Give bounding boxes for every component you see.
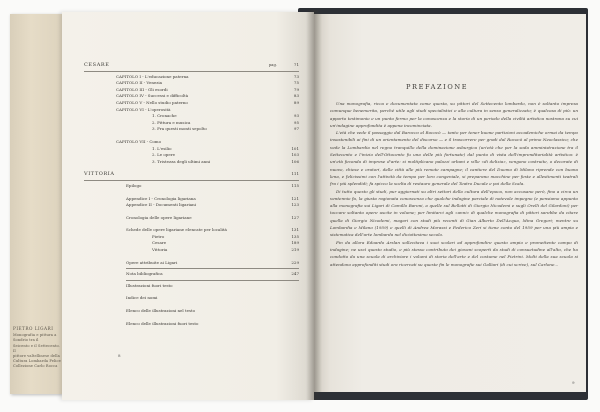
toc-entry-page: 189 <box>291 240 299 246</box>
toc-entry <box>84 152 299 159</box>
page-number-left: 8 <box>118 353 121 358</box>
toc-entry-label: Illustrazioni fuori testo <box>126 282 173 288</box>
toc-entry-page: 89 <box>293 99 299 105</box>
toc-entry <box>84 227 299 234</box>
toc-entry-label: CESARE <box>84 62 110 68</box>
toc-entry <box>84 308 299 315</box>
toc-entry-label: Epilogo <box>126 182 142 188</box>
toc-entry-page: 135 <box>291 233 299 239</box>
toc-divider <box>126 280 299 281</box>
preface-title: PREFAZIONE <box>406 83 469 91</box>
toc-entry <box>84 196 299 203</box>
toc-entry <box>84 146 299 153</box>
toc-entry <box>84 62 299 69</box>
toc-entry-label: Cesare <box>152 240 167 246</box>
cover-blurb-line: pittore valtellinese della <box>13 354 60 359</box>
table-of-contents <box>84 62 299 327</box>
toc-entry-label: 1. Cronache <box>152 113 177 119</box>
toc-page-word: pag. <box>269 63 277 67</box>
toc-entry-label: CAPITOLO VII - Como <box>116 138 161 144</box>
toc-entry-page: 71 <box>293 62 299 67</box>
toc-entry-label: Appendice II - Documenti ligariani <box>126 202 196 208</box>
toc-entry-label: CAPITOLO VI - L'operosità <box>116 106 171 112</box>
toc-entry-page: 219 <box>291 247 299 253</box>
preface-body <box>330 100 578 268</box>
toc-entry <box>84 107 299 114</box>
toc-entry-label: 3. Tristezza degli ultimi anni <box>152 158 211 164</box>
toc-entry-label: CAPITOLO III - Gli esordi <box>116 86 168 92</box>
toc-entry-page: 95 <box>293 119 299 125</box>
toc-entry-label: Nota bibliografica <box>126 271 163 277</box>
toc-entry-label: Elenco delle illustrazioni fuori testo <box>126 320 199 326</box>
toc-entry-page: 127 <box>291 214 299 220</box>
toc-entry <box>84 171 299 178</box>
toc-entry-page: 229 <box>291 259 299 265</box>
preface-paragraph: Di tutto questo gli studi, pur aggiornati su altri settori della cultura dell'epoca, non accusano però, fino a circa un ventennio fa, la giusta ragionata conoscenza che qualche indagine parziale di notevole impegno (e pensiamo appunto alla monografia sui Ligari di Camillo Baroni, a quelle sul Bellotti di Giorgio Nicodemi e sugli Orelli del Gilardoni) per toccare soltanto opere uscite in volume; per limitarci agli «anni» di qualche monografia di pittori sarebbe da citare quella di Giorgio Nicodemi, magari con studi più recenti di Gian Alberto Dell'Acqua, Mina Gregori; mentre su Lombardia e Milano (1959) e quelli di Andrea Morassi e Federico Zeri si tiene conto del 1959 per una più ampia e sistematica dell'arte lombarda nel diciottesimo secolo. <box>330 188 578 238</box>
toc-entry-page: 75 <box>293 80 299 86</box>
toc-entry-page: 247 <box>291 271 299 277</box>
toc-divider <box>84 71 299 72</box>
toc-entry-label: CAPITOLO IV - Successi e difficoltà <box>116 93 189 99</box>
toc-entry-label: CAPITOLO I - L'educazione paterna <box>116 73 189 79</box>
toc-entry <box>84 215 299 222</box>
toc-entry-page: 73 <box>293 73 299 79</box>
toc-entry-page: 93 <box>293 113 299 119</box>
toc-entry-label: Vittoria <box>152 247 168 253</box>
toc-entry-page: 123 <box>291 202 299 208</box>
book-gutter-shadow <box>306 10 322 400</box>
toc-entry-page: 131 <box>291 227 299 233</box>
cover-blurb-line: Seicento e il Settecento. Il <box>13 343 60 353</box>
toc-entry <box>84 93 299 100</box>
toc-entry <box>84 126 299 133</box>
toc-entry-page: 97 <box>293 126 299 132</box>
toc-entry <box>84 74 299 81</box>
toc-entry-label: CAPITOLO II - Venezia <box>116 80 163 86</box>
toc-entry-page: 111 <box>291 171 299 177</box>
toc-entry-label: Opere attribuite ai Ligari <box>126 259 178 265</box>
toc-entry <box>84 100 299 107</box>
toc-entry-label: Indice dei nomi <box>126 295 158 301</box>
toc-entry <box>84 321 299 328</box>
toc-entry-label: Schede delle opere ligariane elencate per località <box>126 227 227 233</box>
toc-entry-page: 83 <box>293 93 299 99</box>
cover-blurb-line: Cultura Lombarda Felice <box>13 359 61 364</box>
cover-blurb-title: PIETRO LIGARI <box>13 326 54 331</box>
toc-entry-label: Appendice I - Cronologia ligariana <box>126 195 196 201</box>
preface-paragraph: Una monografia, ricca e documentata come questa, su pittori del Settecento lombardo, non è soltanto impresa comunque benemerita, perché utile agli studi specialistici e alla cultura in senso generalizzato; è qualcosa di più: un apporto testimonio e un punto fermo per la conoscenza e la storia di un periodo della civiltà artistica nostrana su cui un'indagine approfondita è appena incominciata. <box>330 101 578 128</box>
preface-paragraph: Fin da allora Edoardo Arslan sollecitava i suoi scolari ad approfondire questo ampio e promettente campo di indagine; ne uscì questo studio, e più stesso contributo dei giovani scoperti da studi di consuetudine all'alto, che ha condotto da una scuola di archiviare i volumi di storia dell'arte e del costume nel Pietrini. Molti della sua scuola si attendono approfonditi studi ora ricercati su queste fin le monografie sui Galliari (di cui scrive), sul Carlone... <box>330 239 578 267</box>
toc-entry-page: 101 <box>291 145 299 151</box>
preface-paragraph: L'età che vede il passaggio dal Barocco al Rococò — tanto per tener buone partizioni accademiche ormai da tempo insostenibili ai fini di un orientamento del discorso — e il trascorrere per gradi dal Rococò al primo Neoclassico; che vede la Lombardia nel regno tranquillo della dominazione asburgica (un'età che per la soda amministrazione tra il Settecento e l'inizio dell'Ottocento fu una delle più fortunate) dal punto di vista dell'imprenditorialità artistica: è un'età feconda di imprese d'arte: si moltiplicano palazzi urbani e ville «di delizia», vengono costruite, o decorate di nuovo, chiese e oratori, dalle città alle più remote campagne; il cantiere del Duomo di Milano riprende con buona lena, e felicissimi con l'attività da tempo per loro congeniale, si preparano macchine per feste e allestimenti teatrali fra i più splendidi; fa spicco la scelta di restauro generale del Teatro Ducale e poi della Scala. <box>330 130 578 187</box>
toc-entry <box>84 260 299 267</box>
cover-blurb-line: Monografia e pittura a Sondrio tra il <box>13 333 57 343</box>
toc-entry <box>84 234 299 241</box>
toc-entry <box>84 120 299 127</box>
toc-divider <box>84 180 299 181</box>
left-page <box>62 12 314 400</box>
toc-entry-label: 2. Pittura e musica <box>152 119 191 125</box>
toc-entry <box>84 283 299 290</box>
toc-divider <box>126 268 299 269</box>
toc-entry <box>84 295 299 302</box>
toc-entry-page: 106 <box>291 158 299 164</box>
toc-entry-label: 2. Le opere <box>152 152 175 158</box>
toc-entry-label: CAPITOLO V - Nello studio paterno <box>116 99 188 105</box>
toc-entry <box>84 87 299 94</box>
toc-entry <box>84 183 299 190</box>
toc-entry <box>84 240 299 247</box>
toc-entry-label: Elenco delle illustrazioni nel testo <box>126 308 196 314</box>
toc-entry-label: Cronologia delle opere ligariane <box>126 214 192 220</box>
toc-entry <box>84 113 299 120</box>
toc-entry <box>84 247 299 254</box>
toc-entry-label: VITTORIA <box>84 171 115 178</box>
book-cover-flap <box>10 14 62 394</box>
toc-entry-label: 3. Fra questi monti sepolto <box>152 126 207 132</box>
toc-entry <box>84 202 299 209</box>
toc-entry-label: 1. L'esilio <box>152 145 172 151</box>
toc-entry-label: Pietro <box>152 233 165 239</box>
toc-entry <box>84 139 299 146</box>
toc-entry <box>84 80 299 87</box>
toc-entry-page: 121 <box>291 195 299 201</box>
page-number-right: 9 <box>572 380 575 385</box>
toc-entry <box>84 159 299 166</box>
toc-entry-page: 115 <box>291 182 299 188</box>
toc-entry-page: 79 <box>293 86 299 92</box>
right-page <box>314 14 586 392</box>
toc-entry-page: 103 <box>291 152 299 158</box>
toc-entry <box>84 271 299 278</box>
cover-blurb <box>13 326 61 370</box>
cover-blurb-line: Collezione Carlo Rocca <box>13 364 58 369</box>
